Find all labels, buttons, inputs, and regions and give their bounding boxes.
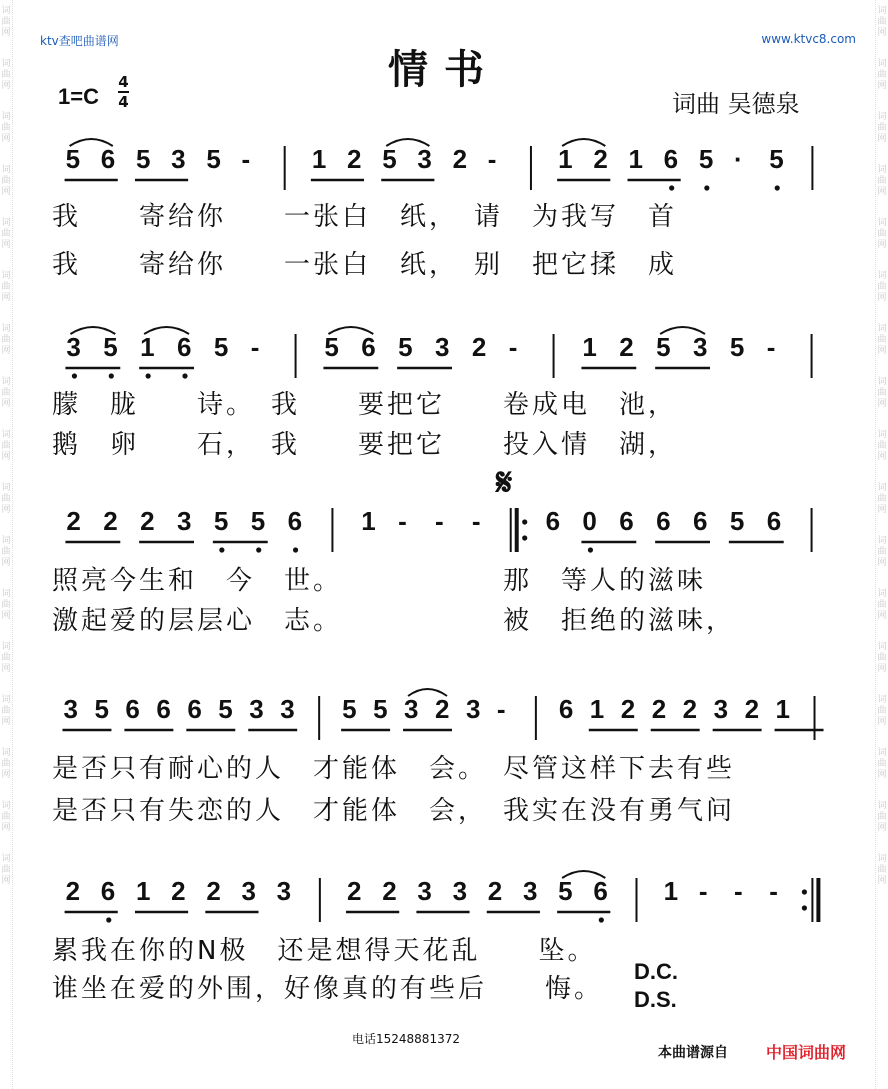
phone-number: 电话15248881372	[352, 1032, 460, 1046]
watermark-text: 词 曲 网	[877, 324, 887, 356]
octave-dot	[522, 535, 527, 540]
lyric-line: 是否只有失恋的人 才能体 会， 我实在没有勇气问	[52, 796, 736, 826]
note: 5	[94, 694, 109, 724]
watermark-text: 词 曲 网	[1, 271, 11, 303]
note: 3	[63, 694, 78, 724]
note: 6	[100, 144, 116, 174]
note: 1	[663, 876, 679, 906]
note: 2	[347, 144, 362, 174]
watermark-text: 词 曲 网	[877, 6, 887, 38]
note: -	[496, 694, 506, 724]
note: 2	[651, 694, 667, 724]
watermark-text: 词 曲 网	[877, 271, 887, 303]
key-signature: 1=C	[58, 84, 99, 109]
watermark-text: 词 曲 网	[1, 324, 11, 356]
note: -	[769, 876, 778, 906]
watermark-text: 词 曲 网	[1, 801, 11, 833]
note: 1	[558, 144, 573, 174]
note: 1	[135, 876, 151, 906]
note: 5	[103, 332, 118, 362]
note: 6	[656, 506, 671, 536]
watermark-text: 词 曲 网	[1, 430, 11, 462]
octave-dot	[219, 547, 224, 552]
octave-dot	[599, 917, 604, 922]
note: 6	[545, 506, 561, 536]
watermark-text: 词 曲 网	[877, 589, 887, 621]
octave-dot	[588, 547, 593, 552]
watermark-text: 词 曲 网	[877, 748, 887, 780]
note: -	[435, 506, 444, 536]
lyric-line: 朦 胧 诗。 我 要把它 卷成电 池，	[52, 390, 678, 420]
note: 6	[619, 506, 634, 536]
watermark-text: 词 曲 网	[1, 642, 11, 674]
note: 1	[582, 332, 597, 362]
time-signature-top: 4	[118, 73, 129, 91]
note: -	[471, 506, 481, 536]
note: 1	[775, 694, 791, 724]
watermark-text: 词 曲 网	[1, 854, 11, 886]
dc-mark: D.C.	[634, 959, 678, 984]
note: 6	[187, 694, 202, 724]
note: 5	[342, 694, 357, 724]
note: 1	[361, 506, 376, 536]
note: 3	[171, 144, 186, 174]
watermark-text: 词 曲 网	[877, 165, 887, 197]
watermark-text: 词 曲 网	[1, 748, 11, 780]
note: 2	[593, 144, 608, 174]
octave-dot	[522, 519, 527, 524]
note: 5	[656, 332, 671, 362]
note: 6	[156, 694, 171, 724]
note: 1	[311, 144, 327, 174]
note: -	[734, 876, 743, 906]
note: -	[250, 332, 260, 362]
site-url-right[interactable]: www.ktvc8.com	[761, 32, 856, 46]
note: -	[241, 144, 251, 174]
ds-mark: D.S.	[634, 987, 677, 1012]
lyric-line: 鹅 卵 石， 我 要把它 投入情 湖，	[52, 430, 678, 460]
note: 3	[249, 694, 264, 724]
note: 6	[100, 876, 116, 906]
octave-dot	[256, 547, 261, 552]
song-author: 词曲 吴德泉	[672, 90, 800, 118]
octave-dot	[182, 373, 187, 378]
watermark-text: 词 曲 网	[877, 801, 887, 833]
note: 0	[582, 506, 597, 536]
watermark-text: 词 曲 网	[877, 483, 887, 515]
note: 3	[435, 332, 450, 362]
note: 6	[361, 332, 376, 362]
octave-dot	[802, 889, 807, 894]
lyric-line: 谁坐在爱的外围，好像真的有些后 悔。	[52, 974, 604, 1004]
octave-dot	[704, 185, 709, 190]
watermark-text: 词 曲 网	[877, 377, 887, 409]
note: 5	[558, 876, 573, 906]
watermark-text: 词 曲 网	[877, 430, 887, 462]
lyric-line: 累我在你的N极 还是想得天花乱 坠。	[52, 936, 597, 966]
octave-dot	[72, 373, 77, 378]
note: 6	[287, 506, 303, 536]
note: 5	[769, 144, 784, 174]
note: 3	[465, 694, 481, 724]
note: 2	[620, 694, 636, 724]
note: 2	[744, 694, 760, 724]
note: 3	[713, 694, 729, 724]
note: -	[398, 506, 407, 536]
watermark-text: 词 曲 网	[877, 854, 887, 886]
lyric-line: 激起爱的层层心 志。 被 拒绝的滋味，	[52, 606, 736, 636]
note: 3	[693, 332, 708, 362]
note: 5	[324, 332, 339, 362]
lyric-line: 我 寄给你 一张白 纸， 请 为我写 首	[52, 202, 678, 232]
song-title: 情书	[388, 47, 500, 93]
note: 6	[663, 144, 679, 174]
watermark-text: 词 曲 网	[877, 112, 887, 144]
note: 2	[65, 876, 81, 906]
note: 5	[729, 506, 745, 536]
note: 6	[693, 506, 708, 536]
note: 2	[487, 876, 503, 906]
octave-dot	[146, 373, 151, 378]
watermark-text: 词 曲 网	[877, 59, 887, 91]
note: 3	[280, 694, 295, 724]
note: 5	[373, 694, 388, 724]
octave-dot	[109, 373, 114, 378]
lyric-line: 照亮今生和 今 世。 那 等人的滋味	[52, 566, 707, 596]
note: 1	[628, 144, 643, 174]
note: 3	[417, 144, 432, 174]
watermark-text: 词 曲 网	[1, 112, 11, 144]
note: 3	[452, 876, 468, 906]
note: 2	[171, 876, 186, 906]
note: 3	[177, 506, 192, 536]
note: 3	[417, 876, 432, 906]
octave-dot	[106, 917, 111, 922]
note: 3	[241, 876, 256, 906]
note: 2	[66, 506, 81, 536]
watermark-text: 词 曲 网	[1, 695, 11, 727]
note: 3	[404, 694, 419, 724]
watermark-text: 词 曲 网	[1, 589, 11, 621]
note: 3	[276, 876, 292, 906]
note: 6	[177, 332, 192, 362]
note: 5	[65, 144, 81, 174]
note: 2	[382, 876, 397, 906]
note: 6	[125, 694, 140, 724]
note: 6	[558, 694, 574, 724]
segno-icon: 𝄋	[496, 460, 513, 504]
note: 5	[218, 694, 233, 724]
watermark-text: 词 曲 网	[877, 642, 887, 674]
note: 2	[347, 876, 362, 906]
watermark-text: 词 曲 网	[877, 695, 887, 727]
watermark-text: 词 曲 网	[1, 536, 11, 568]
note: 5	[206, 144, 221, 174]
note: 5	[382, 144, 397, 174]
note: 1	[140, 332, 155, 362]
watermark-text: 词 曲 网	[1, 483, 11, 515]
note: 2	[471, 332, 487, 362]
watermark-text: 词 曲 网	[1, 59, 11, 91]
note: 2	[682, 694, 698, 724]
note: -	[698, 876, 708, 906]
octave-dot	[802, 905, 807, 910]
note: 3	[522, 876, 538, 906]
note: -	[508, 332, 518, 362]
site-label-left[interactable]: ktv查吧曲谱网	[40, 34, 119, 48]
note: -	[766, 332, 776, 362]
time-signature-bottom: 4	[118, 93, 129, 111]
note: 5	[729, 332, 745, 362]
note: ·	[734, 144, 743, 174]
note: 5	[398, 332, 413, 362]
note: 1	[589, 694, 605, 724]
lyric-line: 我 寄给你 一张白 纸， 别 把它揉 成	[52, 250, 678, 280]
source-label: 本曲谱源自	[658, 1045, 728, 1061]
note: 3	[66, 332, 81, 362]
octave-dot	[775, 185, 780, 190]
note: 6	[766, 506, 782, 536]
note: 2	[103, 506, 118, 536]
note: 2	[452, 144, 468, 174]
note: 5	[213, 332, 229, 362]
note: 2	[140, 506, 155, 536]
octave-dot	[293, 547, 298, 552]
note: 6	[593, 876, 608, 906]
note: 5	[250, 506, 266, 536]
watermark-text: 词 曲 网	[877, 218, 887, 250]
source-site-link[interactable]: 中国词曲网	[766, 1043, 847, 1062]
octave-dot	[669, 185, 674, 190]
note: 2	[619, 332, 634, 362]
note: 2	[206, 876, 221, 906]
note: 2	[435, 694, 450, 724]
watermark-text: 词 曲 网	[1, 377, 11, 409]
watermark-text: 词 曲 网	[1, 218, 11, 250]
lyric-line: 是否只有耐心的人 才能体 会。 尽管这样下去有些	[52, 754, 736, 784]
note: -	[487, 144, 497, 174]
note: 5	[213, 506, 229, 536]
watermark-text: 词 曲 网	[1, 6, 11, 38]
watermark-text: 词 曲 网	[1, 165, 11, 197]
note: 5	[135, 144, 151, 174]
note: 5	[698, 144, 714, 174]
repeat-marks	[634, 958, 678, 1014]
watermark-text: 词 曲 网	[877, 536, 887, 568]
